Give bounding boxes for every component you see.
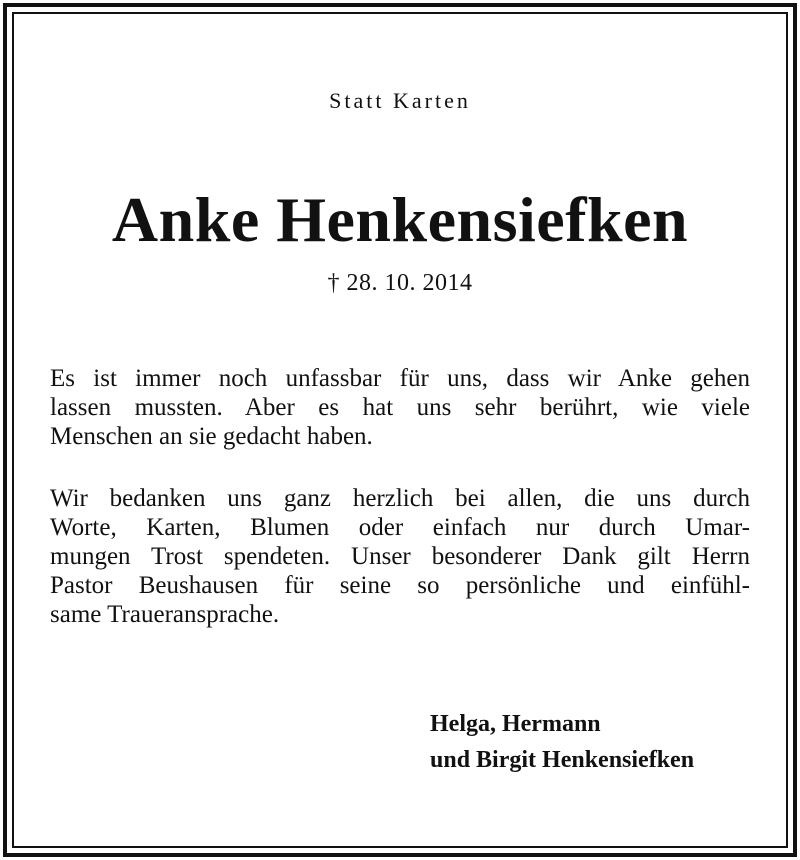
signature xyxy=(430,706,694,778)
signature-line-1: Helga, Hermann xyxy=(430,711,601,737)
deceased-name: Anke Henkensiefken xyxy=(111,184,689,255)
signature-line-2: und Birgit Henkensiefken xyxy=(430,747,695,773)
paragraph-line: Es ist immer noch unfassbar für uns, dass wir Anke gehen xyxy=(50,365,750,392)
header-text: Statt Karten xyxy=(329,88,471,113)
paragraph-2 xyxy=(50,484,750,629)
paragraph-line: lassen mussten. Aber es hat uns sehr berührt, wie viele xyxy=(50,394,750,421)
paragraph-1 xyxy=(50,364,750,451)
paragraph-line: same Traueransprache. xyxy=(50,601,280,628)
paragraph-line: mungen Trost spendeten. Unser besonderer Dank gilt Herrn xyxy=(50,543,750,570)
paragraph-line: Menschen an sie gedacht haben. xyxy=(50,423,373,450)
paragraph-line: Worte, Karten, Blumen oder einfach nur durch Umar- xyxy=(50,514,750,541)
death-date: † 28. 10. 2014 xyxy=(327,270,473,296)
paragraph-line: Wir bedanken uns ganz herzlich bei allen, die uns durch xyxy=(50,485,750,512)
paragraph-line: Pastor Beushausen für seine so persönliche und einfühl- xyxy=(50,572,750,599)
